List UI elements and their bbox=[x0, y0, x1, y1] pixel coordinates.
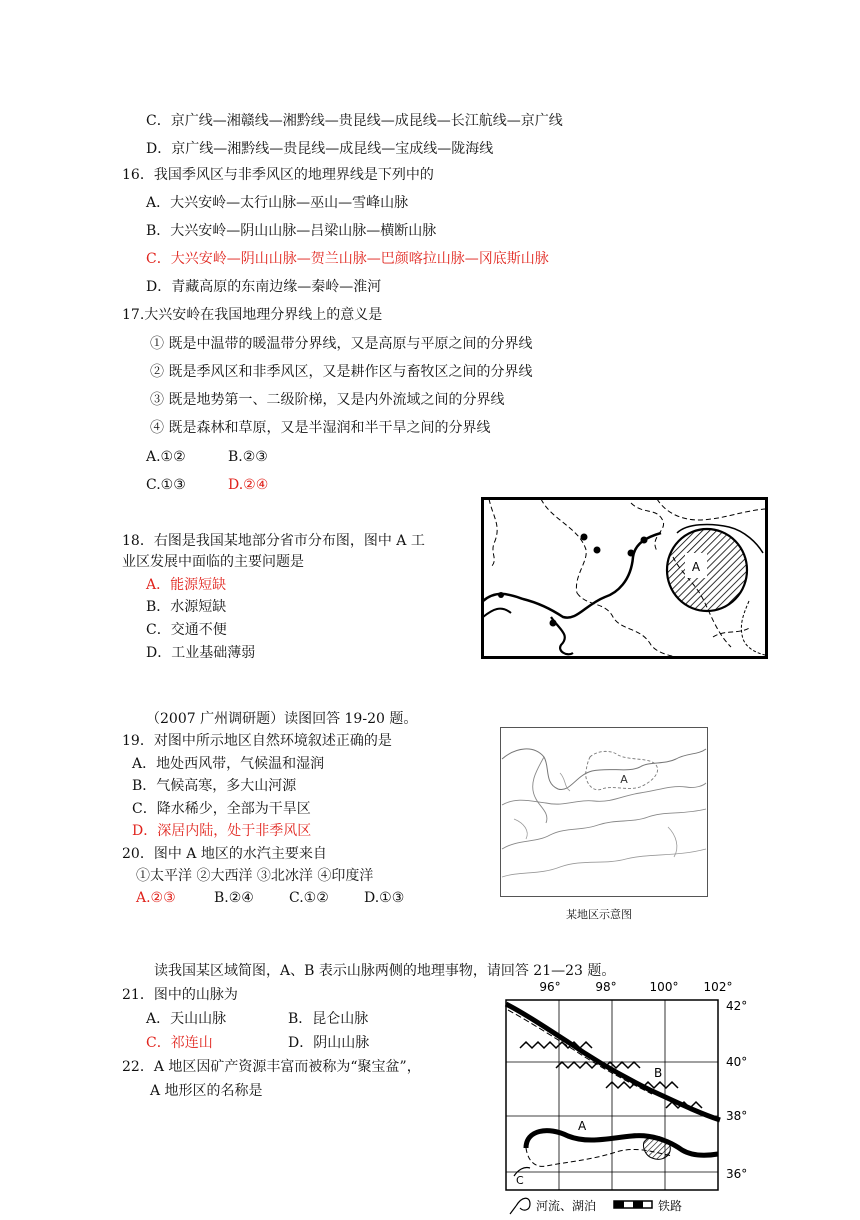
q20-option-b: B.②④ bbox=[214, 890, 254, 906]
q17-statement-2: ② 既是季风区和非季风区，又是耕作区与畜牧区之间的分界线 bbox=[150, 364, 533, 380]
q21-23-intro: 读我国某区域简图，A、B 表示山脉两侧的地理事物，请回答 21—23 题。 bbox=[154, 963, 616, 979]
q20-option-c: C.①② bbox=[289, 890, 329, 906]
q16-option-d: D．青藏高原的东南边缘—秦岭—淮河 bbox=[146, 279, 382, 295]
q19-20-region-map bbox=[500, 727, 708, 897]
q15-option-d: D．京广线—湘黔线—贵昆线—成昆线—宝成线—陇海线 bbox=[146, 141, 494, 157]
q18-option-a-answer: A．能源短缺 bbox=[146, 577, 227, 593]
q21-option-a: A．天山山脉 bbox=[146, 1011, 227, 1027]
q21-option-c-answer: C．祁连山 bbox=[146, 1035, 213, 1051]
q17-statement-3: ③ 既是地势第一、二级阶梯，又是内外流域之间的分界线 bbox=[150, 392, 505, 408]
q18-map-label-a: A bbox=[691, 560, 701, 574]
q15-option-c: C．京广线—湘赣线—湘黔线—贵昆线—成昆线—长江航线—京广线 bbox=[146, 113, 563, 129]
q20-option-d: D.①③ bbox=[364, 890, 405, 906]
q22-stem-line1: 22．A 地区因矿产资源丰富而被称为“聚宝盆”， bbox=[122, 1059, 421, 1075]
q19-20-intro: （2007 广州调研题）读图回答 19-20 题。 bbox=[146, 711, 418, 727]
map3-label-a: A bbox=[578, 1119, 587, 1133]
q21-stem: 21．图中的山脉为 bbox=[122, 987, 238, 1003]
lon-label-96: 96° bbox=[539, 980, 561, 994]
q16-option-c-answer: C．大兴安岭—阴山山脉—贺兰山脉—巴颜喀拉山脉—冈底斯山脉 bbox=[146, 251, 549, 267]
q20-map-label-a: A bbox=[620, 773, 628, 786]
lat-label-38: 38° bbox=[726, 1109, 748, 1123]
map3-label-c: C bbox=[516, 1174, 524, 1187]
q22-stem-line2: A 地形区的名称是 bbox=[150, 1083, 263, 1099]
map3-label-b: B bbox=[654, 1066, 663, 1080]
q19-option-d-answer: D．深居内陆，处于非季风区 bbox=[132, 823, 312, 839]
q21-23-region-map bbox=[496, 980, 760, 1216]
q18-stem-line2: 业区发展中面临的主要问题是 bbox=[122, 554, 304, 570]
q17-statement-4: ④ 既是森林和草原，又是半湿润和半干旱之间的分界线 bbox=[150, 420, 491, 436]
q16-option-b: B．大兴安岭—阴山山脉—吕梁山脉—横断山脉 bbox=[146, 223, 437, 239]
legend-river-lake: 河流、湖泊 bbox=[536, 1199, 597, 1213]
q18-province-map bbox=[481, 497, 768, 659]
q19-option-a: A．地处西风带，气候温和湿润 bbox=[132, 756, 325, 772]
q17-option-c: C.①③ bbox=[146, 477, 186, 493]
q18-option-c: C．交通不便 bbox=[146, 622, 227, 638]
q19-stem: 19．对图中所示地区自然环境叙述正确的是 bbox=[122, 733, 392, 749]
q19-option-b: B．气候高寒，多大山河源 bbox=[132, 778, 297, 794]
q16-stem: 16．我国季风区与非季风区的地理界线是下列中的 bbox=[122, 167, 434, 183]
q17-statement-1: ① 既是中温带的暖温带分界线，又是高原与平原之间的分界线 bbox=[150, 336, 533, 352]
q21-option-d: D．阴山山脉 bbox=[288, 1035, 370, 1051]
q20-option-a-answer: A.②③ bbox=[136, 890, 176, 906]
q17-option-d-answer: D.②④ bbox=[228, 477, 269, 493]
lon-label-102: 102° bbox=[703, 980, 733, 994]
q19-option-c: C．降水稀少，全部为干旱区 bbox=[132, 801, 311, 817]
q20-stem: 20．图中 A 地区的水汽主要来自 bbox=[122, 846, 327, 862]
legend-railway: 铁路 bbox=[658, 1199, 683, 1213]
lat-label-42: 42° bbox=[726, 999, 748, 1013]
lon-label-100: 100° bbox=[649, 980, 679, 994]
q18-option-b: B．水源短缺 bbox=[146, 599, 227, 615]
q18-stem-line1: 18．右图是我国某地部分省市分布图，图中 A 工 bbox=[122, 533, 425, 549]
q18-option-d: D．工业基础薄弱 bbox=[146, 645, 256, 661]
q17-stem: 17.大兴安岭在我国地理分界线上的意义是 bbox=[122, 307, 383, 323]
q21-option-b: B．昆仑山脉 bbox=[288, 1011, 369, 1027]
lon-label-98: 98° bbox=[595, 980, 617, 994]
q17-option-b: B.②③ bbox=[228, 449, 268, 465]
q17-option-a: A.①② bbox=[146, 449, 186, 465]
q20-map-caption: 某地区示意图 bbox=[566, 908, 632, 921]
q16-option-a: A．大兴安岭—太行山脉—巫山—雪峰山脉 bbox=[146, 195, 409, 211]
q20-choices: ①太平洋 ②大西洋 ③北冰洋 ④印度洋 bbox=[136, 868, 374, 884]
lat-label-36: 36° bbox=[726, 1167, 748, 1181]
lat-label-40: 40° bbox=[726, 1055, 748, 1069]
